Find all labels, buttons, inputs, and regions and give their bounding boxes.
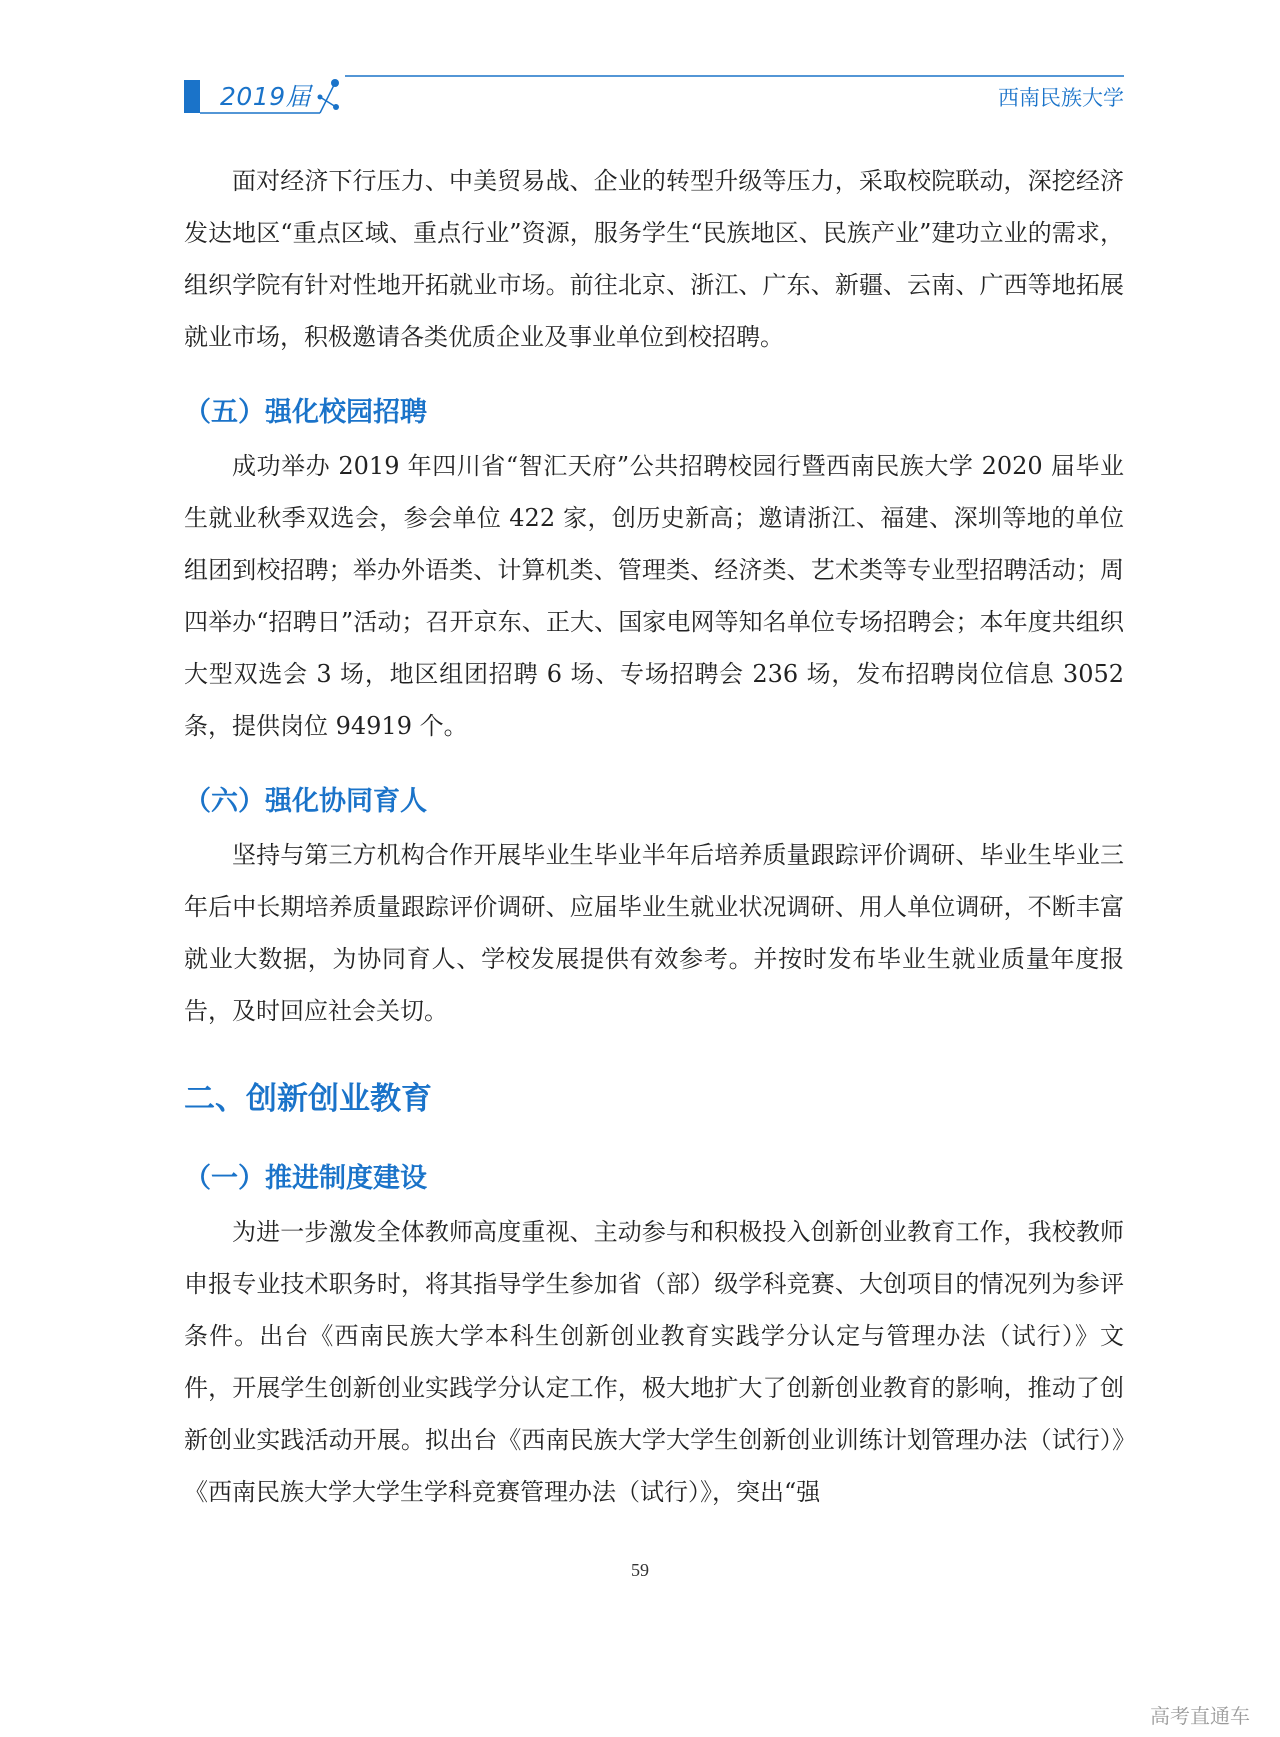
chapter2-sub1-paragraph: 为进一步激发全体教师高度重视、主动参与和积极投入创新创业教育工作，我校教师申报专业技术职务时，将其指导学生参加省（部）级学科竞赛、大创项目的情况列为参评条件。出台《西南民族大学本科生创新创业教育实践学分认定与管理办法（试行）》文件，开展学生创新创业实践学分认定工作，极大地扩大了创新创业教育的影响，推动了创新创业实践活动开展。拟出台《西南民族大学大学生创新创业训练计划管理办法（试行）》《西南民族大学大学生学科竞赛管理办法（试行）》，突出“强 bbox=[184, 1218, 1124, 1506]
chapter2-sub1-heading: （一）推进制度建设 bbox=[184, 1163, 427, 1194]
page-number: 59 bbox=[631, 1560, 649, 1580]
page-content bbox=[184, 155, 1124, 1518]
intro-paragraph: 面对经济下行压力、中美贸易战、企业的转型升级等压力，采取校院联动，深挖经济发达地区“重点区域、重点行业”资源，服务学生“民族地区、民族产业”建功立业的需求，组织学院有针对性地开拓就业市场。前往北京、浙江、广东、新疆、云南、广西等地拓展就业市场，积极邀请各类优质企业及事业单位到校招聘。 bbox=[184, 167, 1124, 351]
section5-paragraph: 成功举办 2019 年四川省“智汇天府”公共招聘校园行暨西南民族大学 2020 届毕业生就业秋季双选会，参会单位 422 家，创历史新高；邀请浙江、福建、深圳等地的单位组团到校招聘；举办外语类、计算机类、管理类、经济类、艺术类等专业型招聘活动；周四举办“招聘日”活动；召开京东、正大、国家电网等知名单位专场招聘会；本年度共组织大型双选会 3 场，地区组团招聘 6 场、专场招聘会 236 场，发布招聘岗位信息 3052 条，提供岗位 94919 个。 bbox=[184, 452, 1124, 740]
chapter2-heading: 二、创新创业教育 bbox=[184, 1081, 432, 1117]
section6-heading: （六）强化协同育人 bbox=[184, 786, 427, 817]
section5-heading: （五）强化校园招聘 bbox=[184, 397, 427, 428]
watermark-text: 高考直通车 bbox=[1150, 1704, 1250, 1728]
page-header bbox=[0, 0, 1280, 130]
header-year-label: 2019届 bbox=[220, 82, 312, 111]
section6-paragraph: 坚持与第三方机构合作开展毕业生毕业半年后培养质量跟踪评价调研、毕业生毕业三年后中长期培养质量跟踪评价调研、应届毕业生就业状况调研、用人单位调研，不断丰富就业大数据，为协同育人、学校发展提供有效参考。并按时发布毕业生就业质量年度报告，及时回应社会关切。 bbox=[184, 841, 1124, 1025]
header-school-name: 西南民族大学 bbox=[998, 86, 1124, 110]
